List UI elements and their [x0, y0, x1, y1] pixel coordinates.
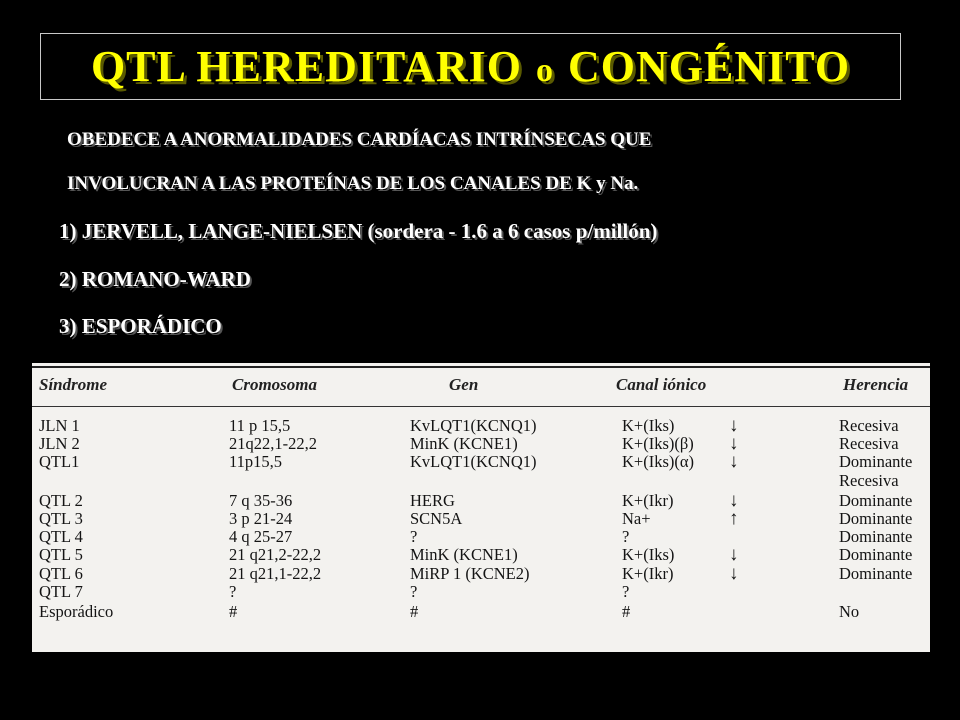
cell-inheritance: Dominante	[839, 509, 913, 528]
cell-arrow: ↓	[729, 433, 739, 455]
cell-gene	[410, 472, 414, 490]
cell-gene: SCN5A	[410, 509, 463, 528]
cell-gene: MinK (KCNE1)	[410, 545, 518, 565]
cell-syndrome: QTL 4	[39, 527, 83, 547]
cell-arrow: ↓	[729, 451, 739, 473]
cell-arrow: ↓	[729, 544, 739, 566]
cell-chromosome: 11 p 15,5	[229, 416, 291, 435]
header-chromosome: Cromosoma	[232, 375, 318, 394]
cell-syndrome: QTL 5	[39, 545, 83, 565]
cell-channel	[622, 472, 626, 490]
title-part1: QTL HEREDITARIO	[90, 42, 523, 91]
header-gene: Gen	[449, 375, 479, 394]
cell-arrow: ↑	[729, 508, 739, 529]
cell-chromosome: ?	[229, 581, 237, 601]
cell-inheritance: Recesiva	[839, 416, 899, 435]
header-inheritance: Herencia	[843, 375, 909, 394]
item-jervell	[59, 219, 657, 244]
slide-title	[91, 41, 850, 92]
cell-chromosome: 21 q21,1-22,2	[229, 563, 322, 583]
scanned-table	[32, 363, 930, 652]
cell-arrow: ↓	[729, 489, 739, 511]
cell-arrow	[729, 603, 734, 621]
item-jervell-note: (sordera - 1.6 a 6 casos p/millón)	[362, 219, 658, 243]
cell-inheritance	[839, 583, 843, 601]
cell-inheritance: Recesiva	[839, 434, 899, 454]
cell-channel: K+(Ikr)	[622, 490, 674, 510]
cell-gene: KvLQT1(KCNQ1)	[410, 416, 537, 435]
cell-syndrome: QTL1	[39, 452, 80, 472]
cell-channel: #	[622, 602, 631, 621]
cell-arrow	[729, 472, 734, 490]
cell-syndrome: QTL 6	[39, 563, 83, 583]
cell-gene: MiRP 1 (KCNE2)	[410, 563, 530, 583]
cell-inheritance: No	[839, 602, 860, 621]
cell-inheritance: Dominante	[839, 563, 913, 583]
cell-channel: K+(Ikr)	[622, 563, 674, 583]
cell-syndrome: QTL 7	[39, 581, 83, 601]
cell-gene: #	[410, 602, 419, 621]
cell-syndrome: Esporádico	[39, 602, 114, 621]
header-channel: Canal iónico	[616, 375, 707, 394]
cell-gene: HERG	[410, 490, 455, 510]
cell-syndrome: QTL 3	[39, 509, 83, 528]
intro-line-2: INVOLUCRAN A LAS PROTEÍNAS DE LOS CANALES DE K y Na.	[67, 173, 639, 194]
header-syndrome: Síndrome	[39, 375, 108, 394]
cell-gene: MinK (KCNE1)	[410, 434, 518, 454]
cell-syndrome: JLN 1	[39, 416, 80, 435]
cell-chromosome	[229, 472, 233, 490]
cell-inheritance: Dominante	[839, 527, 913, 547]
table-top-rule	[32, 366, 930, 368]
cell-syndrome: QTL 2	[39, 490, 83, 510]
cell-chromosome: 3 p 21-24	[229, 509, 293, 528]
cell-chromosome: 7 q 35-36	[229, 490, 293, 510]
cell-syndrome	[39, 472, 43, 490]
cell-arrow: ↓	[729, 562, 739, 584]
intro-line-1: OBEDECE A ANORMALIDADES CARDÍACAS INTRÍNSECAS QUE	[67, 129, 652, 150]
cell-inheritance: Dominante	[839, 490, 913, 510]
item-romano-ward: 2) ROMANO-WARD	[59, 267, 251, 291]
cell-channel: K+(Iks)(β)	[622, 434, 694, 454]
cell-gene: ?	[410, 527, 418, 547]
item-jervell-label: 1) JERVELL, LANGE-NIELSEN	[59, 219, 363, 243]
cell-arrow: ↓	[729, 415, 739, 436]
cell-chromosome: 21 q21,2-22,2	[229, 545, 322, 565]
table-header-rule	[32, 406, 930, 407]
cell-channel: Na+	[622, 509, 651, 528]
cell-chromosome: 11p15,5	[229, 452, 283, 472]
cell-inheritance: Recesiva	[839, 470, 899, 490]
title-box	[40, 33, 901, 100]
cell-channel: ?	[622, 527, 630, 547]
cell-channel: ?	[622, 581, 630, 601]
title-connector: o	[536, 52, 555, 89]
cell-channel: K+(Iks)(α)	[622, 452, 695, 472]
item-esporadico: 3) ESPORÁDICO	[59, 314, 222, 338]
cell-channel: K+(Iks)	[622, 416, 675, 435]
cell-gene: KvLQT1(KCNQ1)	[410, 452, 537, 472]
cell-inheritance: Dominante	[839, 545, 913, 565]
cell-chromosome: 4 q 25-27	[229, 527, 293, 547]
cell-chromosome: #	[229, 602, 238, 621]
cell-chromosome: 21q22,1-22,2	[229, 434, 317, 454]
cell-syndrome: JLN 2	[39, 434, 80, 454]
title-part2: CONGÉNITO	[568, 42, 851, 91]
cell-arrow	[729, 583, 734, 601]
cell-channel: K+(Iks)	[622, 545, 675, 565]
cell-gene: ?	[410, 581, 418, 601]
cell-inheritance: Dominante	[839, 452, 913, 472]
